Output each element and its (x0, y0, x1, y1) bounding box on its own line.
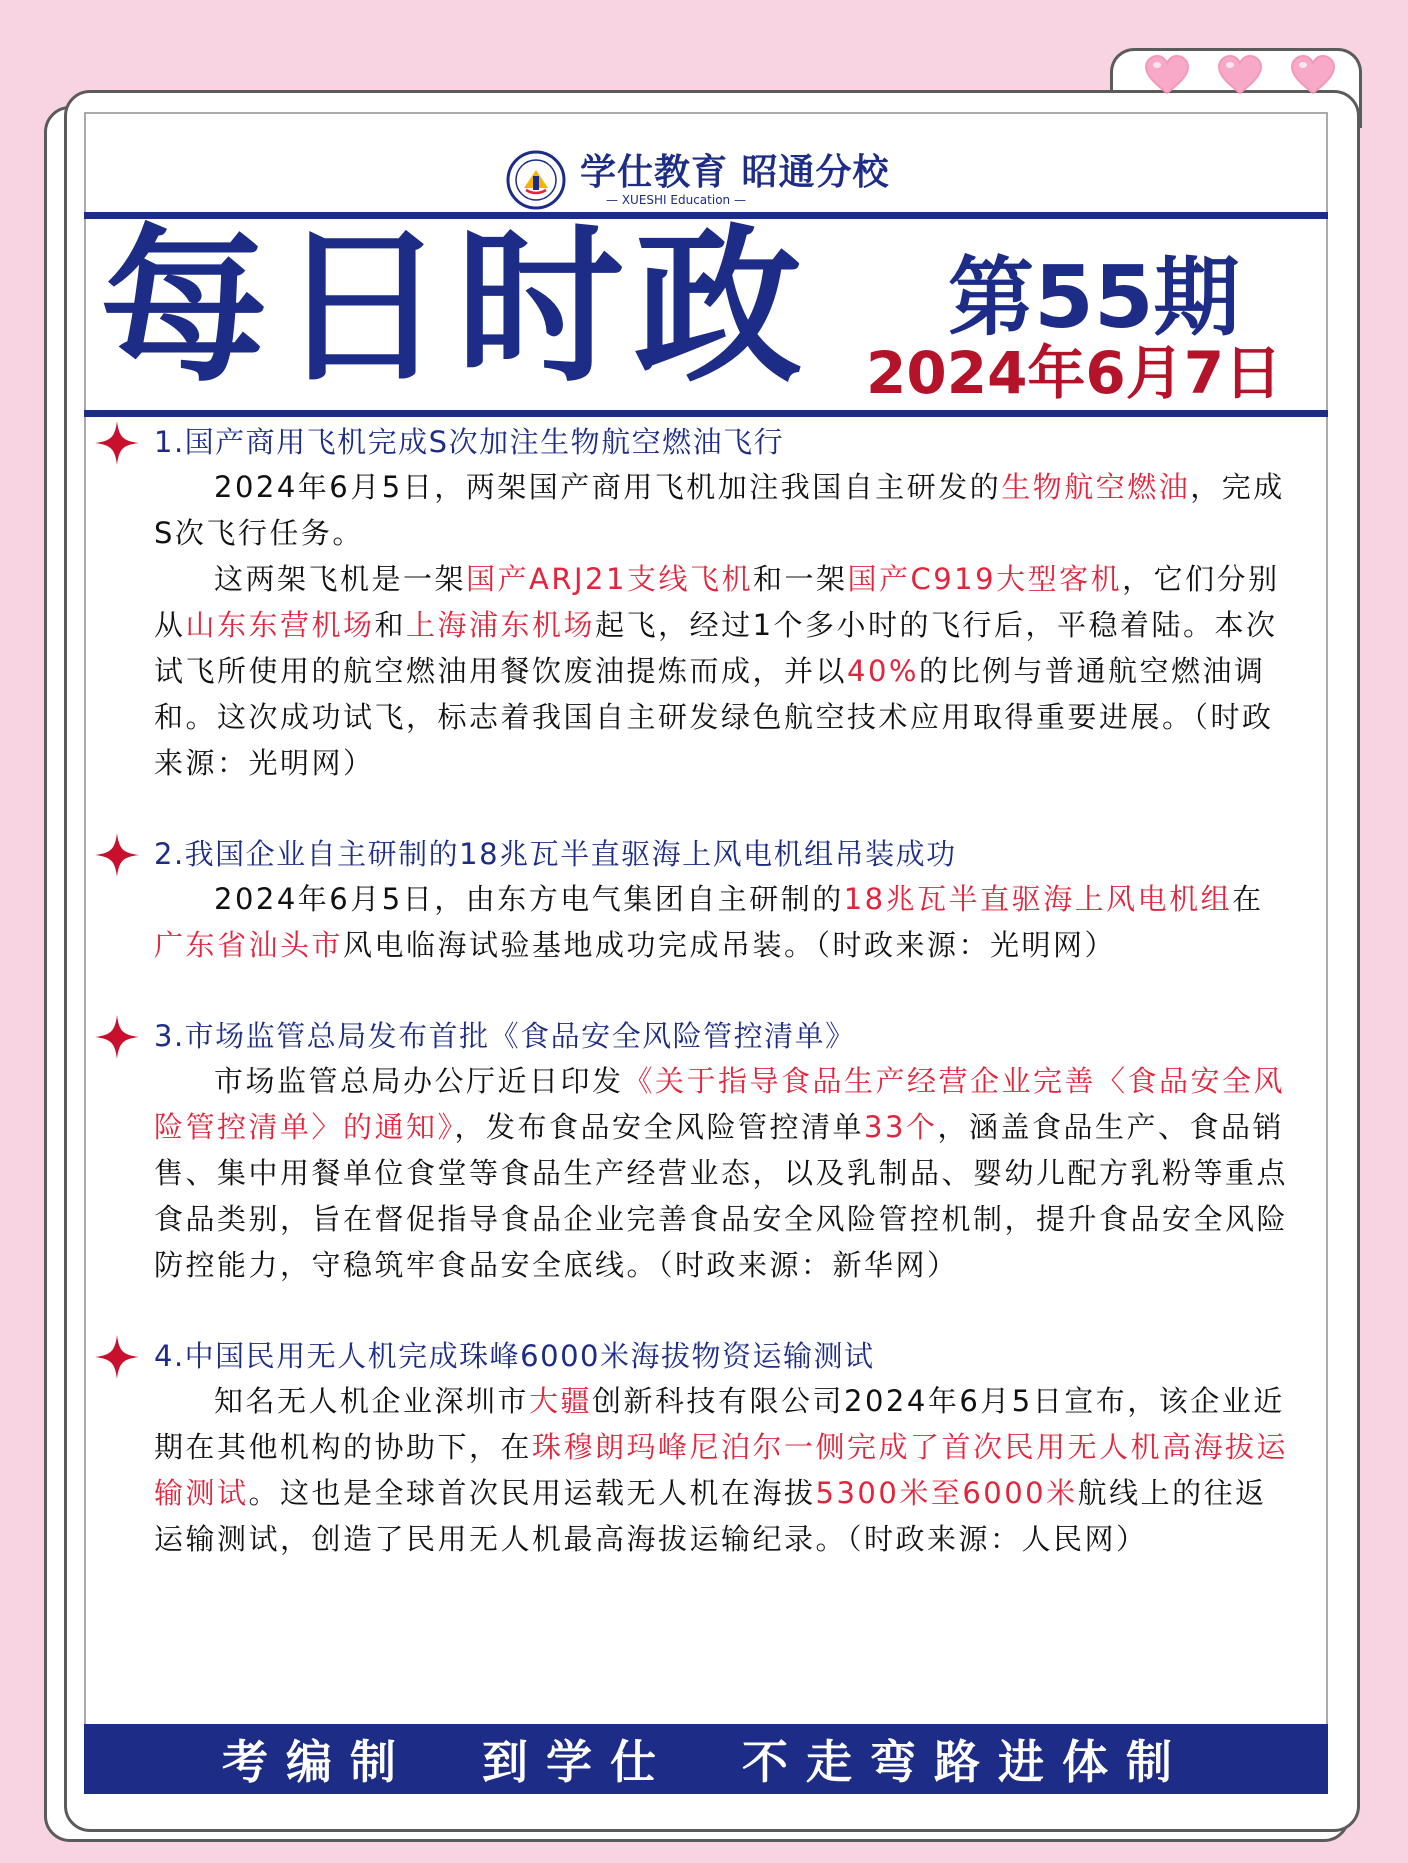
news-item-3 (154, 1014, 1294, 1288)
school-name: 学仕教育 昭通分校 (580, 152, 890, 193)
news-item-1 (154, 420, 1294, 786)
heart-icon (1290, 55, 1336, 95)
news-item-2 (154, 832, 1294, 968)
news-paragraph: 知名无人机企业深圳市大疆创新科技有限公司2024年6月5日宣布，该企业近期在其他机构的协助下，在珠穆朗玛峰尼泊尔一侧完成了首次民用无人机高海拔运输测试。这也是全球首次民用运载无人机在海拔5300米至6000米航线上的往返运输测试，创造了民用无人机最高海拔运输纪录。（时政来源：人民网） (154, 1384, 1289, 1556)
four-point-star-icon (94, 1014, 140, 1060)
news-paragraph: 市场监管总局办公厅近日印发《关于指导食品生产经营企业完善〈食品安全风险管控清单〉的通知》，发布食品安全风险管控清单33个，涵盖食品生产、食品销售、集中用餐单位食堂等食品生产经营业态，以及乳制品、婴幼儿配方乳粉等重点食品类别，旨在督促指导食品企业完善食品安全风险管控机制，提升食品安全风险防控能力，守稳筑牢食品安全底线。（时政来源：新华网） (154, 1064, 1289, 1282)
school-logo (506, 150, 890, 210)
four-point-star-icon (94, 832, 140, 878)
news-item-4 (154, 1334, 1294, 1562)
news-paragraph: 这两架飞机是一架国产ARJ21支线飞机和一架国产C919大型客机，它们分别从山东东营机场和上海浦东机场起飞，经过1个多小时的飞行后，平稳着陆。本次试飞所使用的航空燃油用餐饮废油提炼而成，并以40%的比例与普通航空燃油调和。这次成功试飞，标志着我国自主研发绿色航空技术应用取得重要进展。（时政来源：光明网） (154, 562, 1280, 780)
heart-icon (1217, 55, 1263, 95)
hearts-decoration (1130, 52, 1350, 98)
heart-icon (1144, 55, 1190, 95)
school-emblem-icon (506, 150, 566, 210)
news-item-title: 2.我国企业自主研制的18兆瓦半直驱海上风电机组吊装成功 (154, 832, 1294, 876)
four-point-star-icon (94, 420, 140, 466)
four-point-star-icon (94, 1334, 140, 1380)
news-paragraph: 2024年6月5日，两架国产商用飞机加注我国自主研发的生物航空燃油，完成S次飞行任务。 (154, 470, 1285, 550)
issue-number: 第55期 (948, 248, 1240, 348)
issue-date: 2024年6月7日 (866, 339, 1283, 407)
news-item-title: 1.国产商用飞机完成S次加注生物航空燃油飞行 (154, 420, 1294, 464)
page-title: 每日时政 (100, 209, 812, 405)
footer-slogan: 考编制 到学仕 不走弯路进体制 (221, 1735, 1191, 1789)
news-item-title: 3.市场监管总局发布首批《食品安全风险管控清单》 (154, 1014, 1294, 1058)
news-content (154, 420, 1294, 1562)
school-subtitle: — XUESHI Education — (606, 193, 746, 207)
footer-slogan-banner (84, 1724, 1328, 1794)
news-item-title: 4.中国民用无人机完成珠峰6000米海拔物资运输测试 (154, 1334, 1294, 1378)
news-paragraph: 2024年6月5日，由东方电气集团自主研制的18兆瓦半直驱海上风电机组在广东省汕头市风电临海试验基地成功完成吊装。（时政来源：光明网） (154, 882, 1264, 962)
header-bottom-rule (84, 410, 1328, 417)
